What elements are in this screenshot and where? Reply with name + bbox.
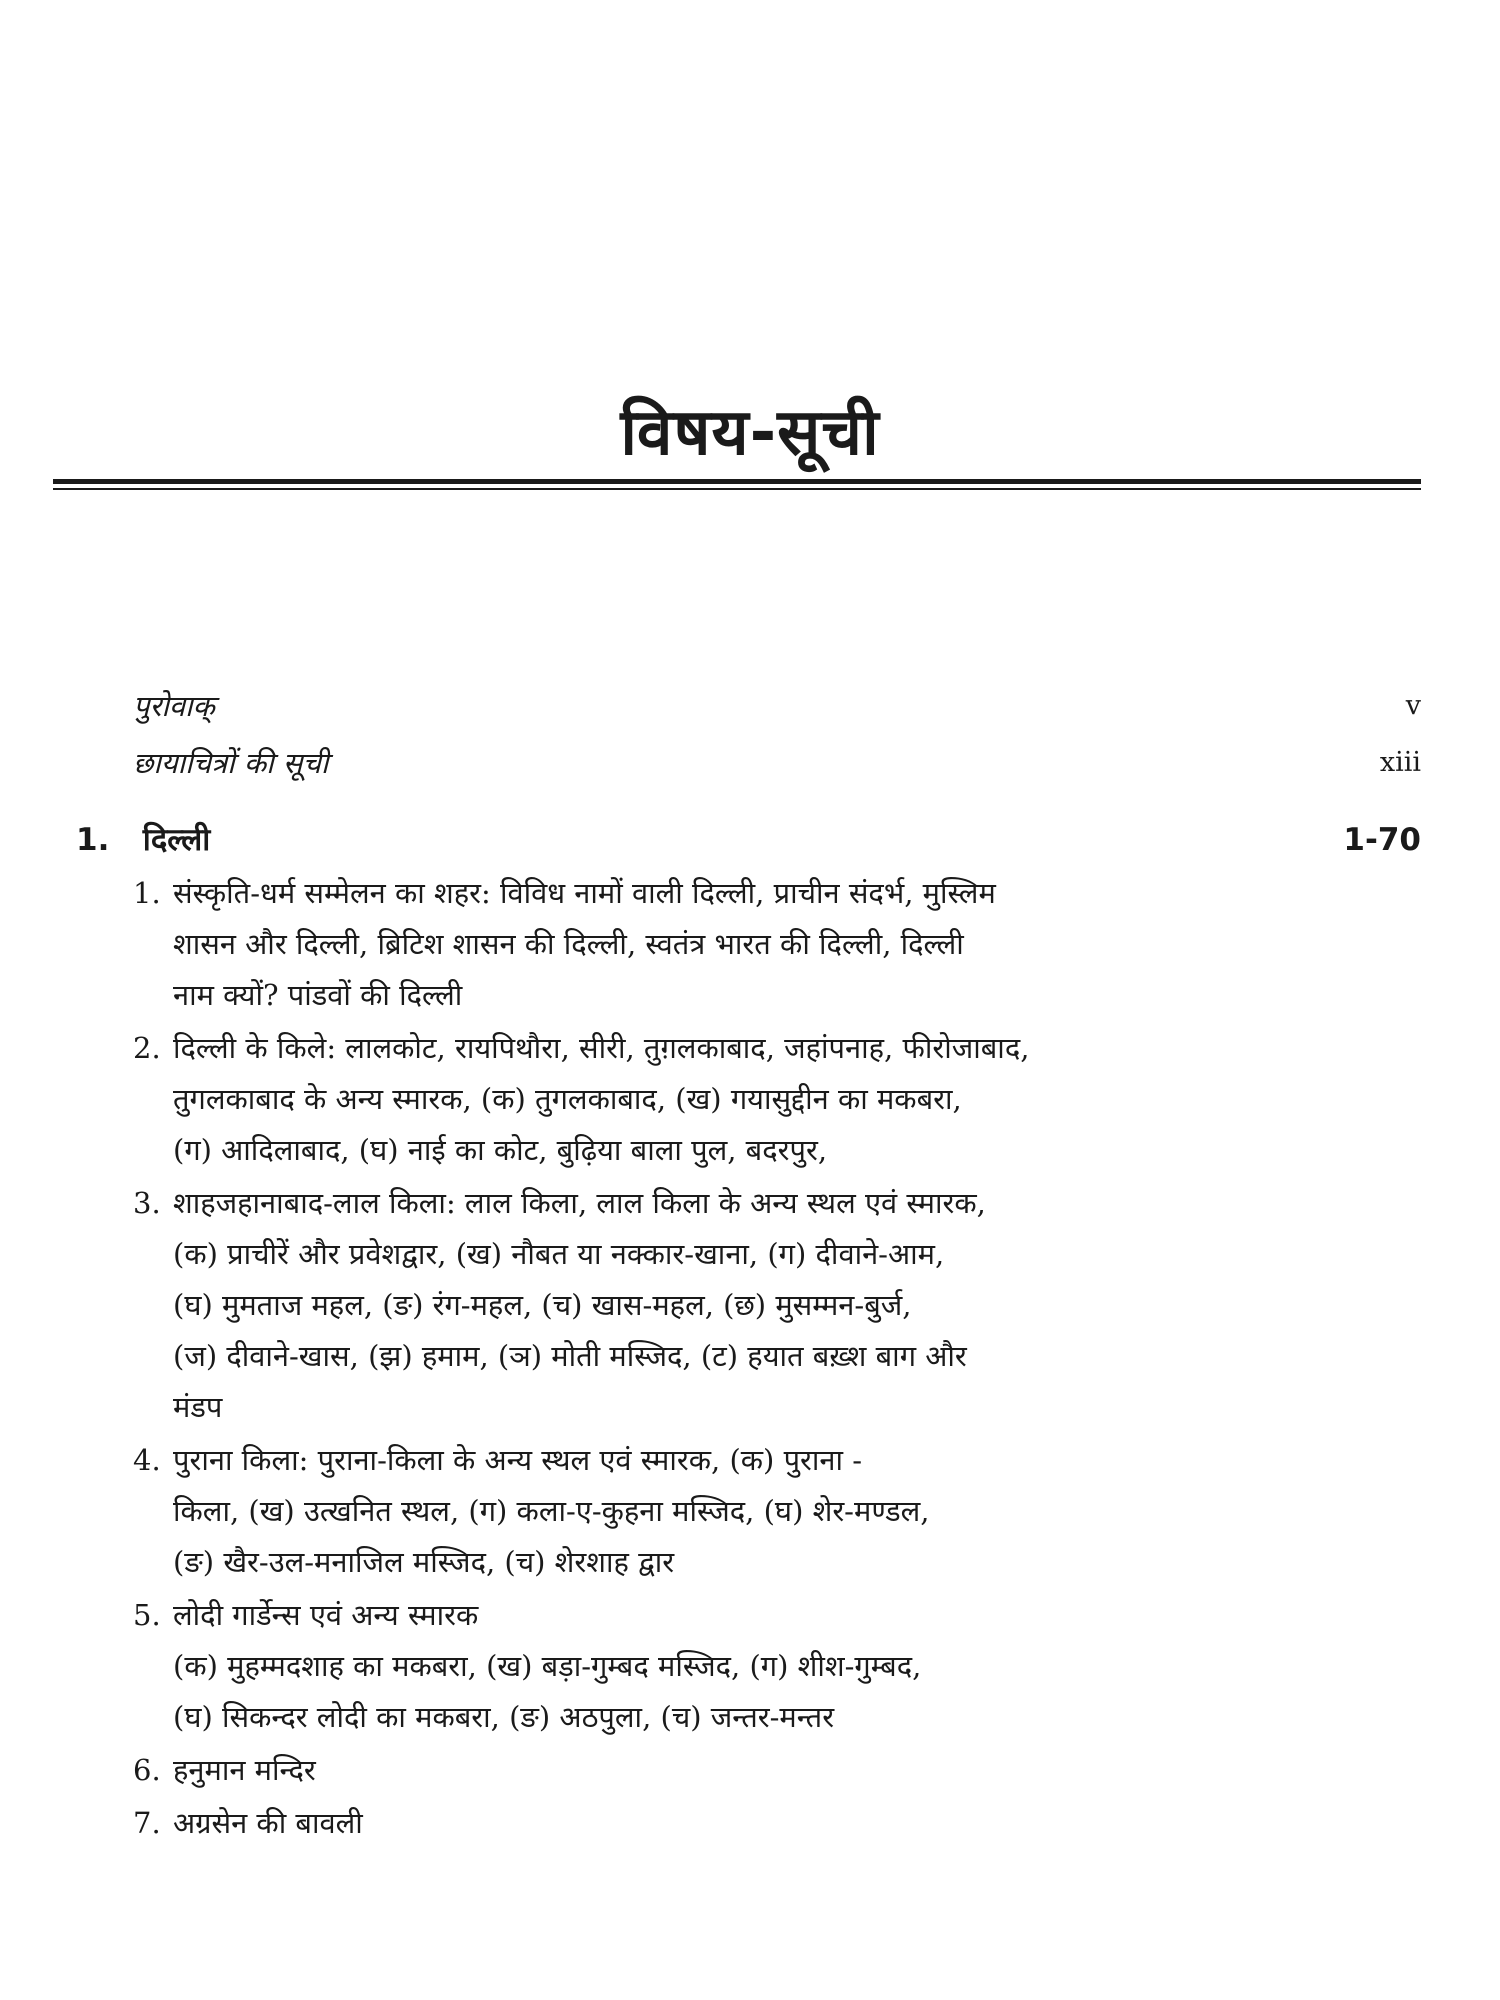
front-matter-page: xiii	[1379, 747, 1421, 778]
title-rule-thin	[53, 488, 1421, 490]
front-matter-item	[133, 743, 1421, 783]
toc-entry-number: 1.	[133, 876, 161, 910]
toc-entry-line: (घ) मुमताज महल, (ङ) रंग-महल, (च) खास-महल, (छ) मुसम्मन-बुर्ज,	[173, 1288, 912, 1322]
toc-entry-line: शाहजहानाबाद-लाल किला: लाल किला, लाल किला के अन्य स्थल एवं स्मारक,	[173, 1186, 986, 1220]
toc-entry	[133, 868, 1275, 1021]
chapter-heading	[76, 818, 1421, 862]
page-title: विषय-सूची	[620, 396, 880, 470]
toc-entry-line: तुगलकाबाद के अन्य स्मारक, (क) तुगलकाबाद, (ख) गयासुद्दीन का मकबरा,	[173, 1082, 962, 1116]
title-rule-thick	[53, 479, 1421, 484]
toc-entry	[133, 1745, 1275, 1796]
toc-entry-line: दिल्ली के किले: लालकोट, रायपिथौरा, सीरी, तुग़लकाबाद, जहांपनाह, फीरोजाबाद,	[173, 1031, 1030, 1065]
chapter-number: 1.	[76, 822, 110, 858]
toc-entry-line: हनुमान मन्दिर	[173, 1753, 316, 1787]
toc-entry-number: 6.	[133, 1753, 161, 1787]
toc-entry-line: संस्कृति-धर्म सम्मेलन का शहर: विविध नामों वाली दिल्ली, प्राचीन संदर्भ, मुस्लिम	[173, 876, 996, 910]
toc-entry-line: किला, (ख) उत्खनित स्थल, (ग) कला-ए-कुहना मस्जिद, (घ) शेर-मण्डल,	[173, 1494, 930, 1528]
toc-entry-number: 7.	[133, 1806, 161, 1840]
toc-entry	[133, 1178, 1275, 1433]
toc-entry-line: लोदी गार्डेन्स एवं अन्य स्मारक	[173, 1598, 479, 1632]
front-matter-label: पुरोवाक्	[133, 689, 215, 723]
chapter-pages: 1-70	[1343, 822, 1421, 858]
toc-entry-line: (ङ) खैर-उल-मनाजिल मस्जिद, (च) शेरशाह द्वार	[173, 1545, 675, 1579]
toc-entry-line: पुराना किला: पुराना-किला के अन्य स्थल एवं स्मारक, (क) पुराना -	[173, 1443, 863, 1477]
toc-entry-line: (ज) दीवाने-खास, (झ) हमाम, (ञ) मोती मस्जिद, (ट) हयात बख़्श बाग और	[173, 1339, 967, 1373]
front-matter-page: v	[1405, 690, 1421, 721]
toc-entry-line: (क) मुहम्मदशाह का मकबरा, (ख) बड़ा-गुम्बद मस्जिद, (ग) शीश-गुम्बद,	[173, 1649, 922, 1683]
front-matter-item	[133, 686, 1421, 726]
toc-entry-number: 5.	[133, 1598, 161, 1632]
toc-entry-line: (क) प्राचीरें और प्रवेशद्वार, (ख) नौबत या नक्कार-खाना, (ग) दीवाने-आम,	[173, 1237, 945, 1271]
toc-entry-number: 4.	[133, 1443, 161, 1477]
toc-entry-line: नाम क्यों? पांडवों की दिल्ली	[173, 978, 463, 1012]
toc-entry-line: शासन और दिल्ली, ब्रिटिश शासन की दिल्ली, स्वतंत्र भारत की दिल्ली, दिल्ली	[173, 927, 964, 961]
toc-entries	[133, 868, 1275, 1851]
toc-entry	[133, 1798, 1275, 1849]
toc-entry-line: (घ) सिकन्दर लोदी का मकबरा, (ङ) अठपुला, (च) जन्तर-मन्तर	[173, 1700, 835, 1734]
chapter-title: दिल्ली	[142, 822, 211, 858]
toc-entry	[133, 1590, 1275, 1743]
toc-entry-line: अग्रसेन की बावली	[173, 1806, 363, 1840]
toc-entry-line: मंडप	[173, 1390, 223, 1424]
front-matter-label: छायाचित्रों की सूची	[133, 746, 329, 780]
toc-entry-number: 2.	[133, 1031, 161, 1065]
toc-entry-number: 3.	[133, 1186, 161, 1220]
toc-entry	[133, 1023, 1275, 1176]
toc-entry-line: (ग) आदिलाबाद, (घ) नाई का कोट, बुढ़िया बाला पुल, बदरपुर,	[173, 1133, 828, 1167]
toc-entry	[133, 1435, 1275, 1588]
